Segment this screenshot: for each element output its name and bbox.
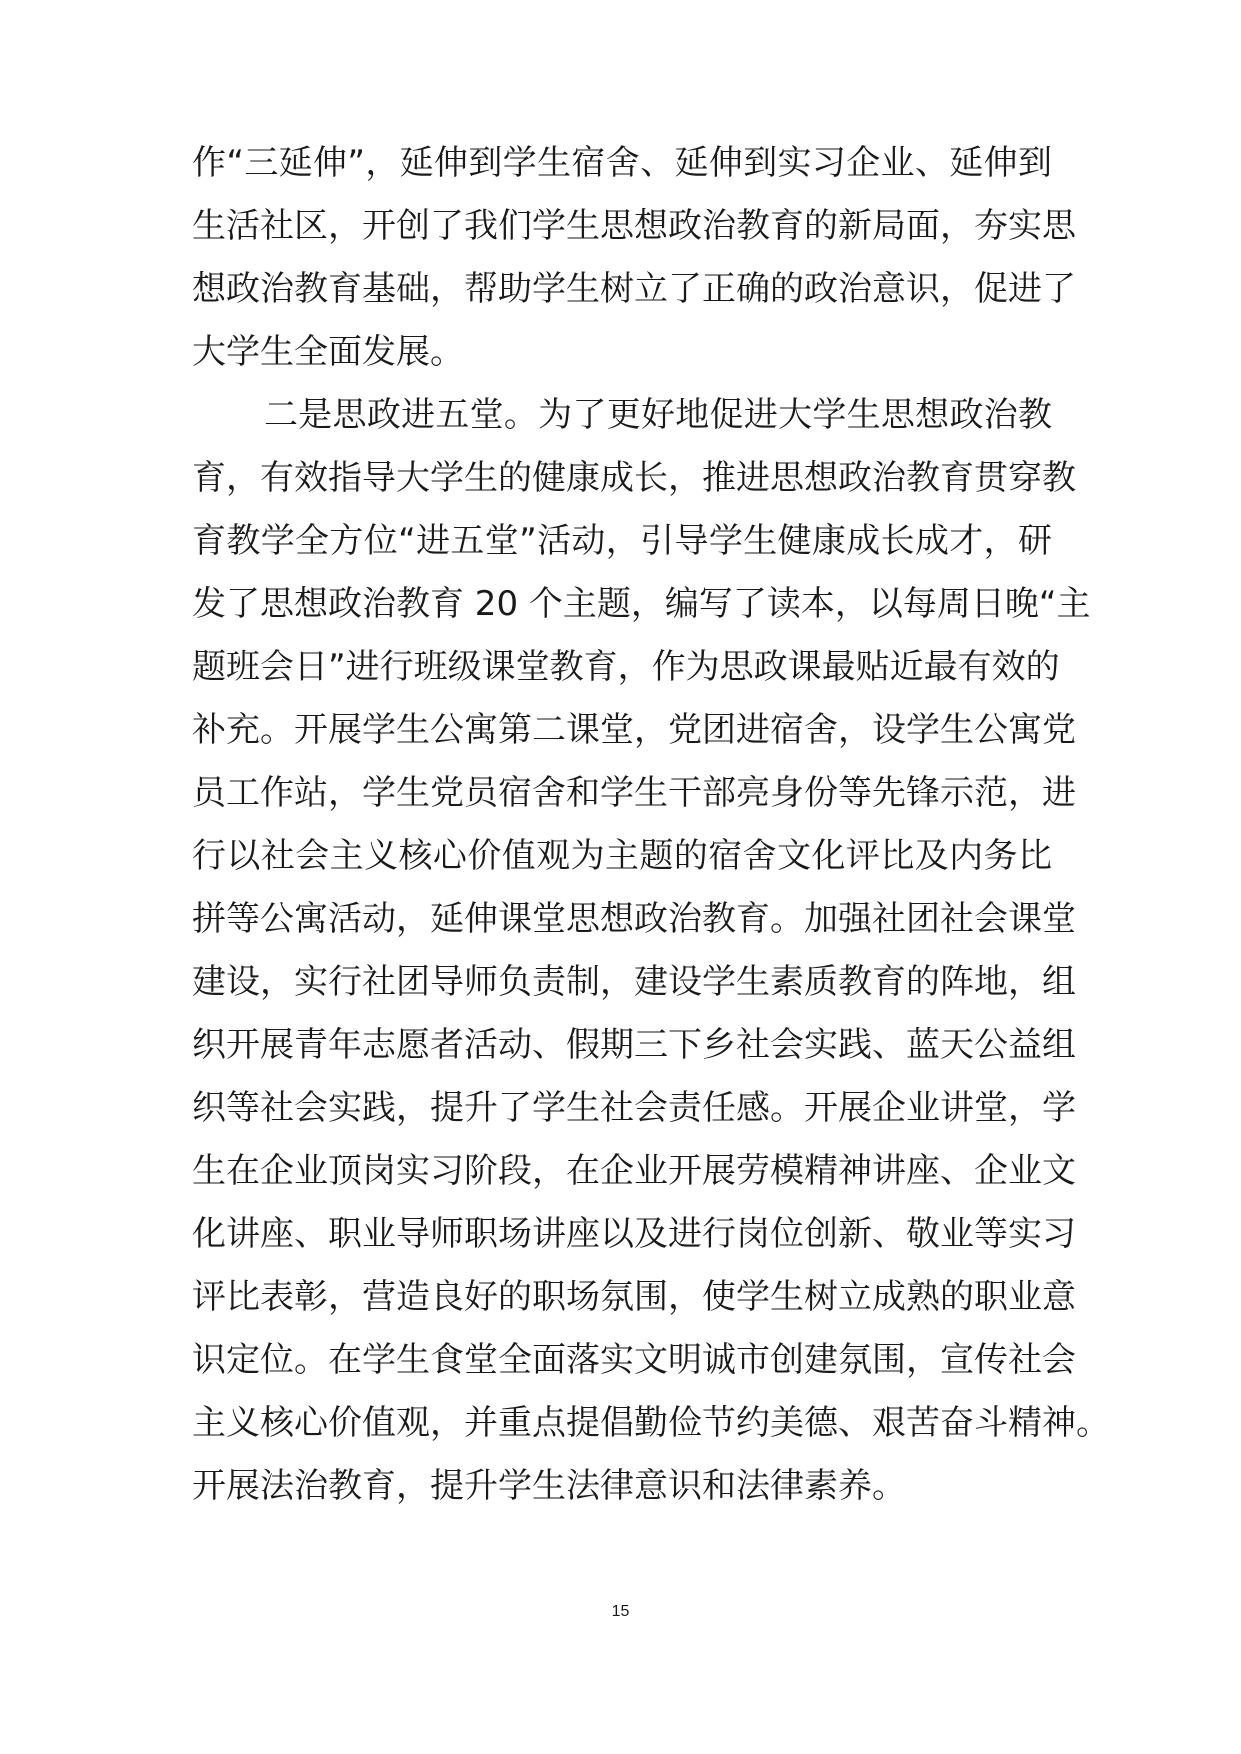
paragraph-2-line-13: 生在企业顶岗实习阶段，在企业开展劳模精神讲座、企业文 <box>192 1151 1076 1191</box>
paragraph-2-line-11: 织开展青年志愿者活动、假期三下乡社会实践、蓝天公益组 <box>192 1025 1076 1065</box>
paragraph-2-line-3: 育教学全方位“进五堂”活动，引导学生健康成长成才，研 <box>192 521 1052 561</box>
paragraph-2-line-12: 织等社会实践，提升了学生社会责任感。开展企业讲堂，学 <box>192 1088 1076 1128</box>
paragraph-2-line-5: 题班会日”进行班级课堂教育，作为思政课最贴近最有效的 <box>192 647 1060 687</box>
paragraph-2-line-10: 建设，实行社团导师负责制，建设学生素质教育的阵地，组 <box>192 962 1076 1002</box>
paragraph-2-line-16: 识定位。在学生食堂全面落实文明诚市创建氛围，宣传社会 <box>192 1340 1076 1380</box>
paragraph-1-line-3: 想政治教育基础，帮助学生树立了正确的政治意识，促进了 <box>192 269 1076 309</box>
paragraph-2-line-1: 二是思政进五堂。为了更好地促进大学生思想政治教 <box>264 395 1052 435</box>
paragraph-2-line-7: 员工作站，学生党员宿舍和学生干部亮身份等先锋示范，进 <box>192 773 1076 813</box>
paragraph-1-line-2: 生活社区，开创了我们学生思想政治教育的新局面，夯实思 <box>192 206 1076 246</box>
paragraph-1-line-4: 大学生全面发展。 <box>192 332 464 372</box>
paragraph-1-line-1: 作“三延伸”，延伸到学生宿舍、延伸到实习企业、延伸到 <box>192 143 1052 183</box>
paragraph-2-line-8: 行以社会主义核心价值观为主题的宿舍文化评比及内务比 <box>192 836 1052 876</box>
paragraph-2-line-9: 拼等公寓活动，延伸课堂思想政治教育。加强社团社会课堂 <box>192 899 1076 939</box>
paragraph-2-line-17: 主义核心价值观，并重点提倡勤俭节约美德、艰苦奋斗精神。 <box>192 1403 1110 1443</box>
paragraph-2-line-6: 补充。开展学生公寓第二课堂，党团进宿舍，设学生公寓党 <box>192 710 1076 750</box>
page-number: 15 <box>611 1603 630 1620</box>
paragraph-2-line-14: 化讲座、职业导师职场讲座以及进行岗位创新、敬业等实习 <box>192 1214 1076 1254</box>
paragraph-2-line-2: 育，有效指导大学生的健康成长，推进思想政治教育贯穿教 <box>192 458 1076 498</box>
paragraph-2-line-4: 发了思想政治教育 20 个主题，编写了读本，以每周日晚“主 <box>192 584 1091 624</box>
paragraph-2-line-18: 开展法治教育，提升学生法律意识和法律素养。 <box>192 1466 906 1506</box>
paragraph-2-line-15: 评比表彰，营造良好的职场氛围，使学生树立成熟的职业意 <box>192 1277 1076 1317</box>
